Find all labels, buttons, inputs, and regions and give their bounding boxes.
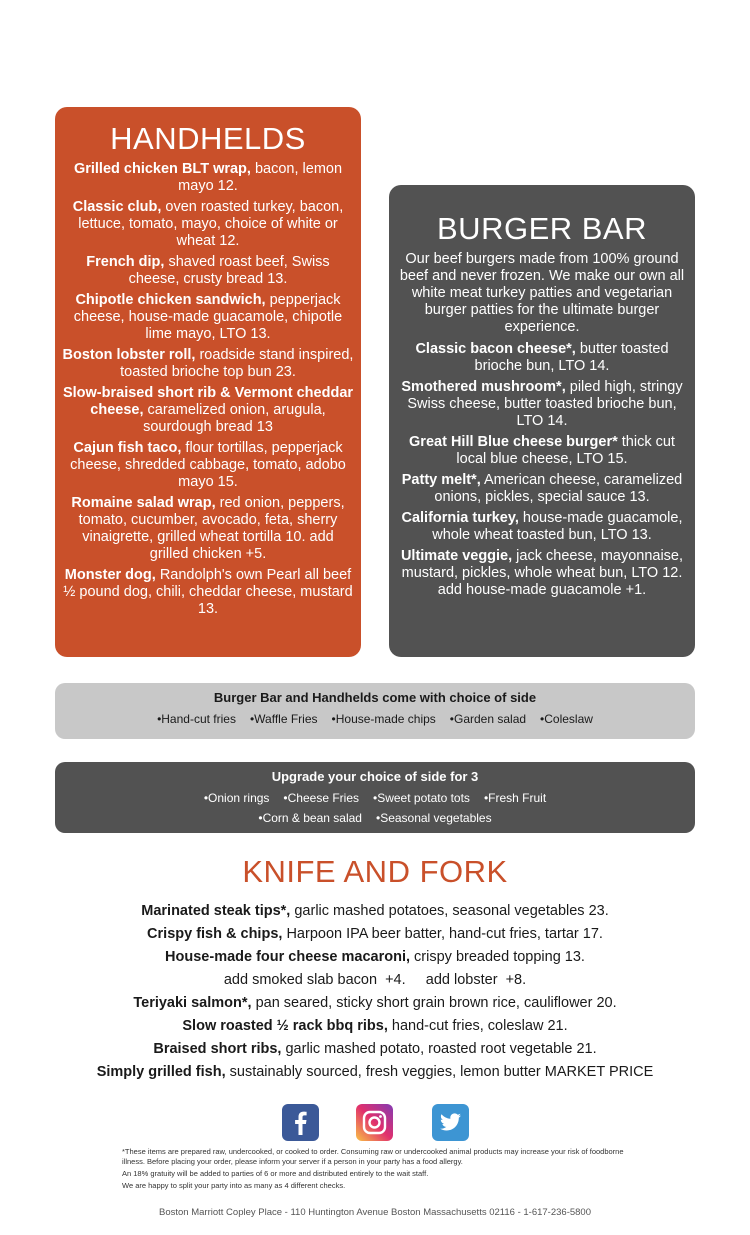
menu-item-description: sustainably sourced, fresh veggies, lemon butter MARKET PRICE	[225, 1064, 654, 1080]
menu-item-name: Slow-braised short rib & Vermont cheddar cheese,	[62, 385, 354, 418]
instagram-icon[interactable]	[356, 1104, 393, 1141]
knife-and-fork-item	[0, 1038, 750, 1061]
burger-bar-intro: Our beef burgers made from 100% ground beef and never frozen. We make our own all white meat turkey patties and vegetarian burger patties for the ultimate burger experience.	[399, 251, 685, 335]
upgrade-title: Upgrade your choice of side for 3	[271, 769, 479, 784]
burger-bar-menu-item	[395, 341, 689, 375]
menu-item-name: Smothered mushroom*,	[401, 379, 566, 395]
menu-item-description: flour tortillas, pepperjack cheese, shredded cabbage, tomato, adobo mayo 15.	[70, 440, 346, 490]
menu-item-name: Great Hill Blue cheese burger*	[409, 434, 618, 450]
sides-bar	[55, 683, 695, 739]
menu-item-name: Braised short ribs,	[153, 1041, 282, 1057]
knife-and-fork-item	[0, 946, 750, 992]
menu-item-description: hand-cut fries, coleslaw 21.	[387, 1018, 568, 1034]
fine-print	[122, 1147, 642, 1191]
sides-title: Burger Bar and Handhelds come with choice of side	[213, 690, 537, 705]
knife-and-fork-title: KNIFE AND FORK	[242, 854, 508, 889]
menu-item-name: Simply grilled fish,	[96, 1064, 226, 1080]
upgrade-options-row2	[55, 810, 695, 826]
menu-item-description: red onion, peppers, tomato, cucumber, avocado, feta, sherry vinaigrette, grilled wheat tortilla 10. add grilled chicken +5.	[78, 495, 345, 562]
fine-print-split: We are happy to split your party into as many as 4 different checks.	[122, 1181, 346, 1190]
sides-options	[55, 711, 695, 727]
fine-print-allergy: *These items are prepared raw, undercooked, or cooked to order. Consuming raw or undercooked animal products may increase your risk of foodborne illness. Before placing your order, please inform your server if a person in your party has a food allergy.	[122, 1147, 624, 1166]
side-option: • House-made chips	[332, 711, 436, 727]
side-option: • Coleslaw	[540, 711, 593, 727]
knife-and-fork-item	[0, 1061, 750, 1084]
burger-bar-menu-item	[395, 434, 689, 468]
upgrade-option: • Corn & bean salad	[258, 810, 362, 826]
handhelds-menu-item	[61, 292, 355, 343]
side-option: • Garden salad	[450, 711, 526, 727]
menu-item-description: pepperjack cheese, house-made guacamole, chipotle lime mayo, LTO 13.	[73, 292, 343, 342]
menu-item-name: Crispy fish & chips,	[147, 926, 283, 942]
menu-item-description: garlic mashed potatoes, seasonal vegetables 23.	[290, 903, 609, 919]
twitter-icon[interactable]	[432, 1104, 469, 1141]
menu-item-name: Classic bacon cheese*,	[415, 341, 576, 357]
menu-item-name: Chipotle chicken sandwich,	[75, 292, 266, 308]
menu-item-description: roadside stand inspired, toasted brioche top bun 23.	[120, 347, 354, 380]
social-icons	[0, 1104, 750, 1142]
handhelds-menu-item	[61, 161, 355, 195]
menu-item-description: pan seared, sticky short grain brown rice, cauliflower 20.	[251, 995, 617, 1011]
burger-bar-menu-item	[395, 379, 689, 430]
burger-bar-menu-item	[395, 472, 689, 506]
handhelds-menu-item	[61, 347, 355, 381]
menu-item-description: jack cheese, mayonnaise, mustard, pickles, whole wheat bun, LTO 12. add house-made guacamole +1.	[401, 548, 684, 598]
side-option: • Waffle Fries	[250, 711, 318, 727]
facebook-icon[interactable]	[282, 1104, 319, 1141]
knife-and-fork-list	[0, 900, 750, 1084]
menu-item-name: Monster dog,	[64, 567, 156, 583]
menu-item-name: Romaine salad wrap,	[71, 495, 216, 511]
menu-item-description: American cheese, caramelized onions, pickles, special sauce 13.	[434, 472, 683, 505]
menu-item-name: Classic club,	[72, 199, 162, 215]
handhelds-menu-item	[61, 385, 355, 436]
handhelds-menu-item	[61, 495, 355, 563]
menu-item-description: bacon, lemon mayo 12.	[178, 161, 343, 194]
upgrade-bar	[55, 762, 695, 833]
burger-bar-title: BURGER BAR	[437, 211, 647, 246]
upgrade-option: • Seasonal vegetables	[376, 810, 492, 826]
upgrade-options-row1	[55, 790, 695, 806]
menu-item-description: house-made guacamole, whole wheat toasted bun, LTO 13.	[432, 510, 683, 543]
burger-bar-panel	[389, 185, 695, 657]
fine-print-gratuity: An 18% gratuity will be added to parties of 6 or more and distributed entirely to the wait staff.	[122, 1169, 429, 1178]
menu-item-name: Patty melt*,	[401, 472, 481, 488]
upgrade-option: • Onion rings	[204, 790, 270, 806]
upgrade-option: • Sweet potato tots	[373, 790, 470, 806]
menu-item-description: shaved roast beef, Swiss cheese, crusty bread 13.	[128, 254, 330, 287]
menu-item-name: Ultimate veggie,	[400, 548, 513, 564]
menu-item-name: Cajun fish taco,	[73, 440, 182, 456]
upgrade-option: • Cheese Fries	[283, 790, 359, 806]
menu-item-name: House-made four cheese macaroni,	[165, 949, 411, 965]
knife-and-fork-item	[0, 992, 750, 1015]
menu-item-name: Boston lobster roll,	[62, 347, 196, 363]
handhelds-menu-item	[61, 567, 355, 618]
side-option: • Hand-cut fries	[157, 711, 236, 727]
menu-item-name: Teriyaki salmon*,	[133, 995, 252, 1011]
handhelds-panel	[55, 107, 361, 657]
knife-and-fork-item	[0, 1015, 750, 1038]
menu-item-description: oven roasted turkey, bacon, lettuce, tomato, mayo, choice of white or wheat 12.	[78, 199, 344, 249]
menu-item-description: caramelized onion, arugula, sourdough bread 13	[143, 402, 326, 435]
menu-item-description: Randolph's own Pearl all beef ½ pound dog, chili, cheddar cheese, mustard 13.	[63, 567, 353, 617]
menu-item-addons: add smoked slab bacon +4. add lobster +8.	[223, 972, 527, 988]
menu-item-name: California turkey,	[401, 510, 519, 526]
knife-and-fork-item	[0, 923, 750, 946]
menu-item-name: Slow roasted ½ rack bbq ribs,	[182, 1018, 388, 1034]
handhelds-title: HANDHELDS	[110, 121, 306, 156]
handhelds-menu-item	[61, 199, 355, 250]
upgrade-option: • Fresh Fruit	[484, 790, 546, 806]
menu-item-description: piled high, stringy Swiss cheese, butter toasted brioche bun, LTO 14.	[407, 379, 683, 429]
menu-item-description: garlic mashed potato, roasted root vegetable 21.	[281, 1041, 597, 1057]
menu-item-description: Harpoon IPA beer batter, hand-cut fries, tartar 17.	[282, 926, 603, 942]
menu-item-description: crispy breaded topping 13.	[410, 949, 585, 965]
menu-item-name: French dip,	[86, 254, 165, 270]
menu-item-description: thick cut local blue cheese, LTO 15.	[456, 434, 675, 467]
menu-item-name: Marinated steak tips*,	[141, 903, 291, 919]
handhelds-menu-item	[61, 254, 355, 288]
handhelds-menu-item	[61, 440, 355, 491]
burger-bar-menu-item	[395, 548, 689, 599]
knife-and-fork-item	[0, 900, 750, 923]
menu-item-name: Grilled chicken BLT wrap,	[73, 161, 251, 177]
menu-item-description: butter toasted brioche bun, LTO 14.	[474, 341, 669, 374]
burger-bar-menu-item	[395, 510, 689, 544]
address-footer: Boston Marriott Copley Place - 110 Huntington Avenue Boston Massachusetts 02116 - 1-617-236-5800	[159, 1207, 591, 1218]
